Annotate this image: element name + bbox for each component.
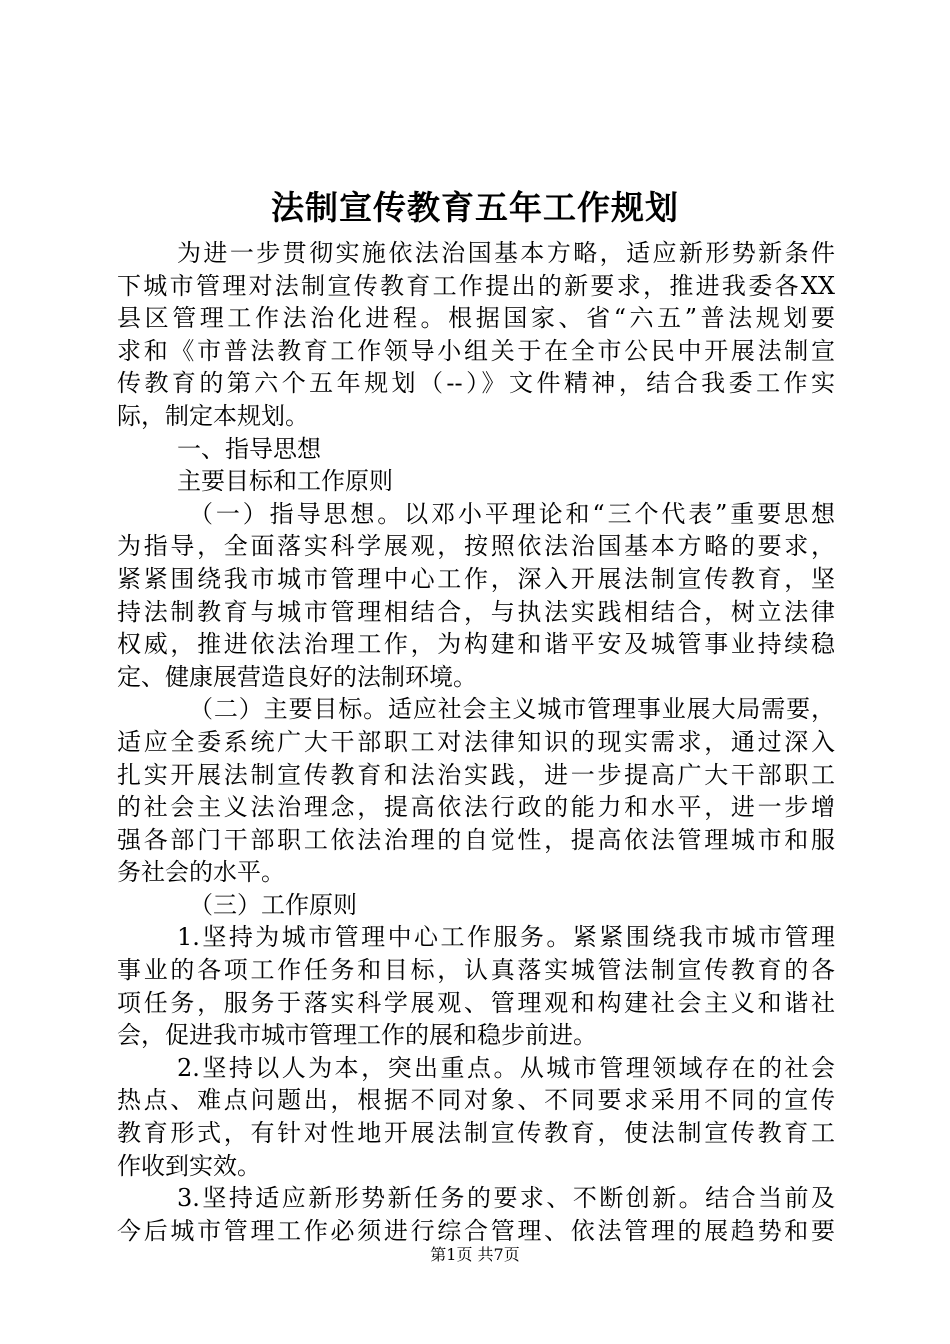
body-text-line: 3.坚持适应新形势新任务的要求、不断创新。结合当前及 xyxy=(177,1184,835,1213)
body-text-line: 的社会主义法治理念，提高依法行政的能力和水平，进一步增 xyxy=(117,793,835,822)
body-text-line: 为进一步贯彻实施依法治国基本方略，适应新形势新条件 xyxy=(177,239,835,267)
body-text-line: 定、健康展营造良好的法制环境。 xyxy=(117,662,477,691)
body-text-line: 事业的各项工作任务和目标，认真落实城管法制宣传教育的各 xyxy=(117,956,835,985)
body-text-line: 会，促进我市城市管理工作的展和稳步前进。 xyxy=(117,1021,597,1050)
body-text-line: 1.坚持为城市管理中心工作服务。紧紧围绕我市城市管理 xyxy=(177,923,835,952)
body-text-line: 下城市管理对法制宣传教育工作提出的新要求，推进我委各XX xyxy=(117,271,835,300)
body-text-line: 项任务，服务于落实科学展观、管理观和构建社会主义和谐社 xyxy=(117,988,835,1017)
body-text-line: 求和《市普法教育工作领导小组关于在全市公民中开展法制宣 xyxy=(117,336,835,365)
body-text-line: 际，制定本规划。 xyxy=(117,401,309,430)
body-text-line: （一）指导思想。以邓小平理论和“三个代表”重要思想 xyxy=(189,499,835,528)
body-text-line: 权威，推进依法治理工作，为构建和谐平安及城管事业持续稳 xyxy=(117,630,835,659)
document-body xyxy=(117,237,835,1247)
page-footer: 第1页 共7页 xyxy=(430,1245,520,1264)
body-text-line: 强各部门干部职工依法治理的自觉性，提高依法管理城市和服 xyxy=(117,825,835,854)
body-text-line: （三）工作原则 xyxy=(189,890,357,919)
body-text-line: 热点、难点问题出，根据不同对象、不同要求采用不同的宣传 xyxy=(117,1086,835,1115)
body-text-line: 今后城市管理工作必须进行综合管理、依法管理的展趋势和要 xyxy=(117,1216,835,1245)
body-text-line: 传教育的第六个五年规划（--）》文件精神，结合我委工作实 xyxy=(117,369,835,398)
document-title: 法制宣传教育五年工作规划 xyxy=(271,188,679,227)
body-text-line: 紧紧围绕我市城市管理中心工作，深入开展法制宣传教育，坚 xyxy=(117,564,835,593)
body-text-line: 县区管理工作法治化进程。根据国家、省“六五”普法规划要 xyxy=(117,304,835,333)
body-text-line: 作收到实效。 xyxy=(117,1151,261,1180)
body-text-line: 主要目标和工作原则 xyxy=(177,467,393,496)
body-text-line: 适应全委系统广大干部职工对法律知识的现实需求，通过深入 xyxy=(117,727,835,756)
body-text-line: 持法制教育与城市管理相结合，与执法实践相结合，树立法律 xyxy=(117,597,835,626)
body-text-line: 务社会的水平。 xyxy=(117,858,285,887)
body-text-line: 一、指导思想 xyxy=(177,434,321,463)
body-text-line: 教育形式，有针对性地开展法制宣传教育，使法制宣传教育工 xyxy=(117,1119,835,1148)
body-text-line: （二）主要目标。适应社会主义城市管理事业展大局需要， xyxy=(189,695,835,724)
body-text-line: 2.坚持以人为本，突出重点。从城市管理领域存在的社会 xyxy=(177,1053,835,1082)
body-text-line: 扎实开展法制宣传教育和法治实践，进一步提高广大干部职工 xyxy=(117,760,835,789)
body-text-line: 为指导，全面落实科学展观，按照依法治国基本方略的要求， xyxy=(117,532,835,561)
